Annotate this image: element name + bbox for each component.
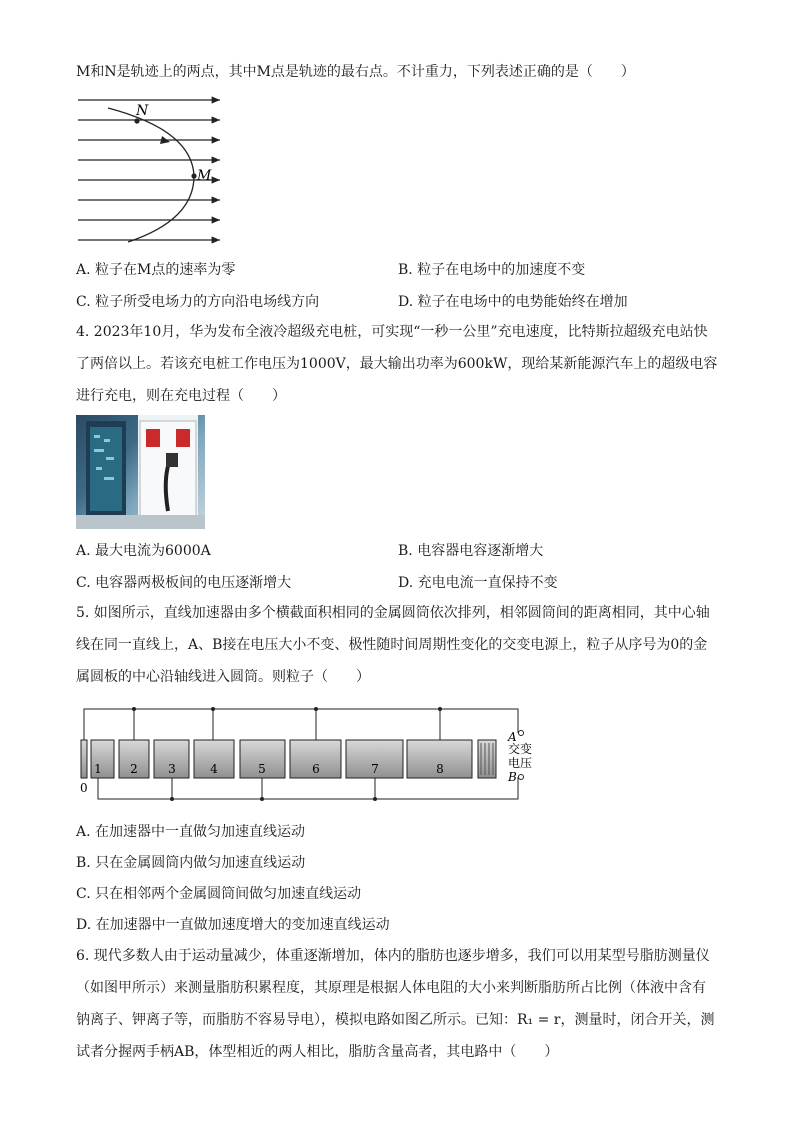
q6-line-3: 钠离子、钾离子等，而脂肪不容易导电），模拟电路如图乙所示。已知：R₁ = r，测量时，闭合开关，测	[76, 1012, 715, 1028]
q3-option-a[interactable]: A. 粒子在M点的速率为零	[76, 262, 236, 278]
terminal-a	[519, 731, 524, 736]
terminal-b-label: B	[508, 770, 517, 784]
top-wire	[84, 709, 518, 740]
q6-line-1: 6. 现代多数人由于运动量减少，体重逐渐增加，体内的脂肪也逐步增多，我们可以用某型号脂肪测量仪	[76, 948, 710, 964]
plate-0	[81, 740, 87, 778]
q5-line-2: 线在同一直线上，A、B接在电压大小不变、极性随时间周期性变化的交变电源上，粒子从序号为0的金	[76, 637, 708, 653]
tube-label-2: 2	[130, 762, 138, 776]
tube-label-1: 1	[94, 762, 102, 776]
q5-option-a[interactable]: A. 在加速器中一直做匀加速直线运动	[76, 824, 306, 840]
q3-option-c[interactable]: C. 粒子所受电场力的方向沿电场线方向	[76, 294, 320, 310]
trajectory-curve	[108, 108, 194, 242]
tube-label-7: 7	[371, 762, 379, 776]
junction-dot	[132, 707, 136, 711]
terminal-b	[519, 775, 524, 780]
source-label-2: 电压	[508, 756, 533, 770]
q3-stem: M和N是轨迹上的两点，其中M点是轨迹的最右点。不计重力，下列表述正确的是（ ）	[76, 64, 635, 80]
point-m	[191, 173, 196, 178]
junction-dot	[314, 707, 318, 711]
junction-dot	[170, 797, 174, 801]
q3-option-b[interactable]: B. 粒子在电场中的加速度不变	[398, 262, 586, 278]
tube-label-6: 6	[312, 762, 320, 776]
source-label-1: 交变	[508, 742, 533, 756]
tube-label-5: 5	[258, 762, 266, 776]
tube-label-4: 4	[210, 762, 218, 776]
q4-line-3: 进行充电，则在充电过程（ ）	[76, 388, 286, 404]
q5-line-1: 5. 如图所示，直线加速器由多个横截面积相同的金属圆筒依次排列，相邻圆筒间的距离相同，其中心轴	[76, 605, 710, 621]
bottom-wire	[98, 777, 518, 799]
electric-field-diagram	[70, 90, 230, 250]
point-n	[134, 118, 139, 123]
linear-accelerator-diagram	[76, 703, 546, 803]
junction-dot	[373, 797, 377, 801]
q5-option-d[interactable]: D. 在加速器中一直做加速度增大的变加速直线运动	[76, 917, 390, 933]
tube-label-3: 3	[168, 762, 176, 776]
charging-station-photo	[76, 415, 205, 529]
q3-option-d[interactable]: D. 粒子在电场中的电势能始终在增加	[398, 294, 628, 310]
q5-option-b[interactable]: B. 只在金属圆筒内做匀加速直线运动	[76, 855, 306, 871]
tube-label-8: 8	[436, 762, 444, 776]
q4-option-a[interactable]: A. 最大电流为6000A	[76, 543, 211, 559]
junction-dot	[211, 707, 215, 711]
q5-option-c[interactable]: C. 只在相邻两个金属圆筒间做匀加速直线运动	[76, 886, 362, 902]
q6-line-4: 试者分握两手柄AB，体型相近的两人相比，脂肪含量高者，其电路中（ ）	[76, 1044, 559, 1060]
q4-line-1: 4. 2023年10月，华为发布全液冷超级充电桩，可实现“一秒一公里”充电速度，比特斯拉超级充电站快	[76, 324, 708, 340]
q6-line-2: （如图甲所示）来测量脂肪积累程度，其原理是根据人体电阻的大小来判断脂肪所占比例（体液中含有	[76, 980, 706, 996]
terminal-a-label: A	[508, 730, 517, 744]
q4-option-c[interactable]: C. 电容器两极板间的电压逐渐增大	[76, 575, 292, 591]
q5-line-3: 属圆板的中心沿轴线进入圆筒。则粒子（ ）	[76, 669, 370, 685]
junction-dot	[438, 707, 442, 711]
q4-line-2: 了两倍以上。若该充电桩工作电压为1000V，最大输出功率为600kW，现给某新能源汽车上的超级电容	[76, 356, 718, 372]
plate-label-0: 0	[80, 781, 88, 795]
junction-dot	[260, 797, 264, 801]
label-m: M	[197, 168, 212, 184]
q4-option-b[interactable]: B. 电容器电容逐渐增大	[398, 543, 544, 559]
q4-option-d[interactable]: D. 充电电流一直保持不变	[398, 575, 558, 591]
label-n: N	[136, 103, 149, 119]
